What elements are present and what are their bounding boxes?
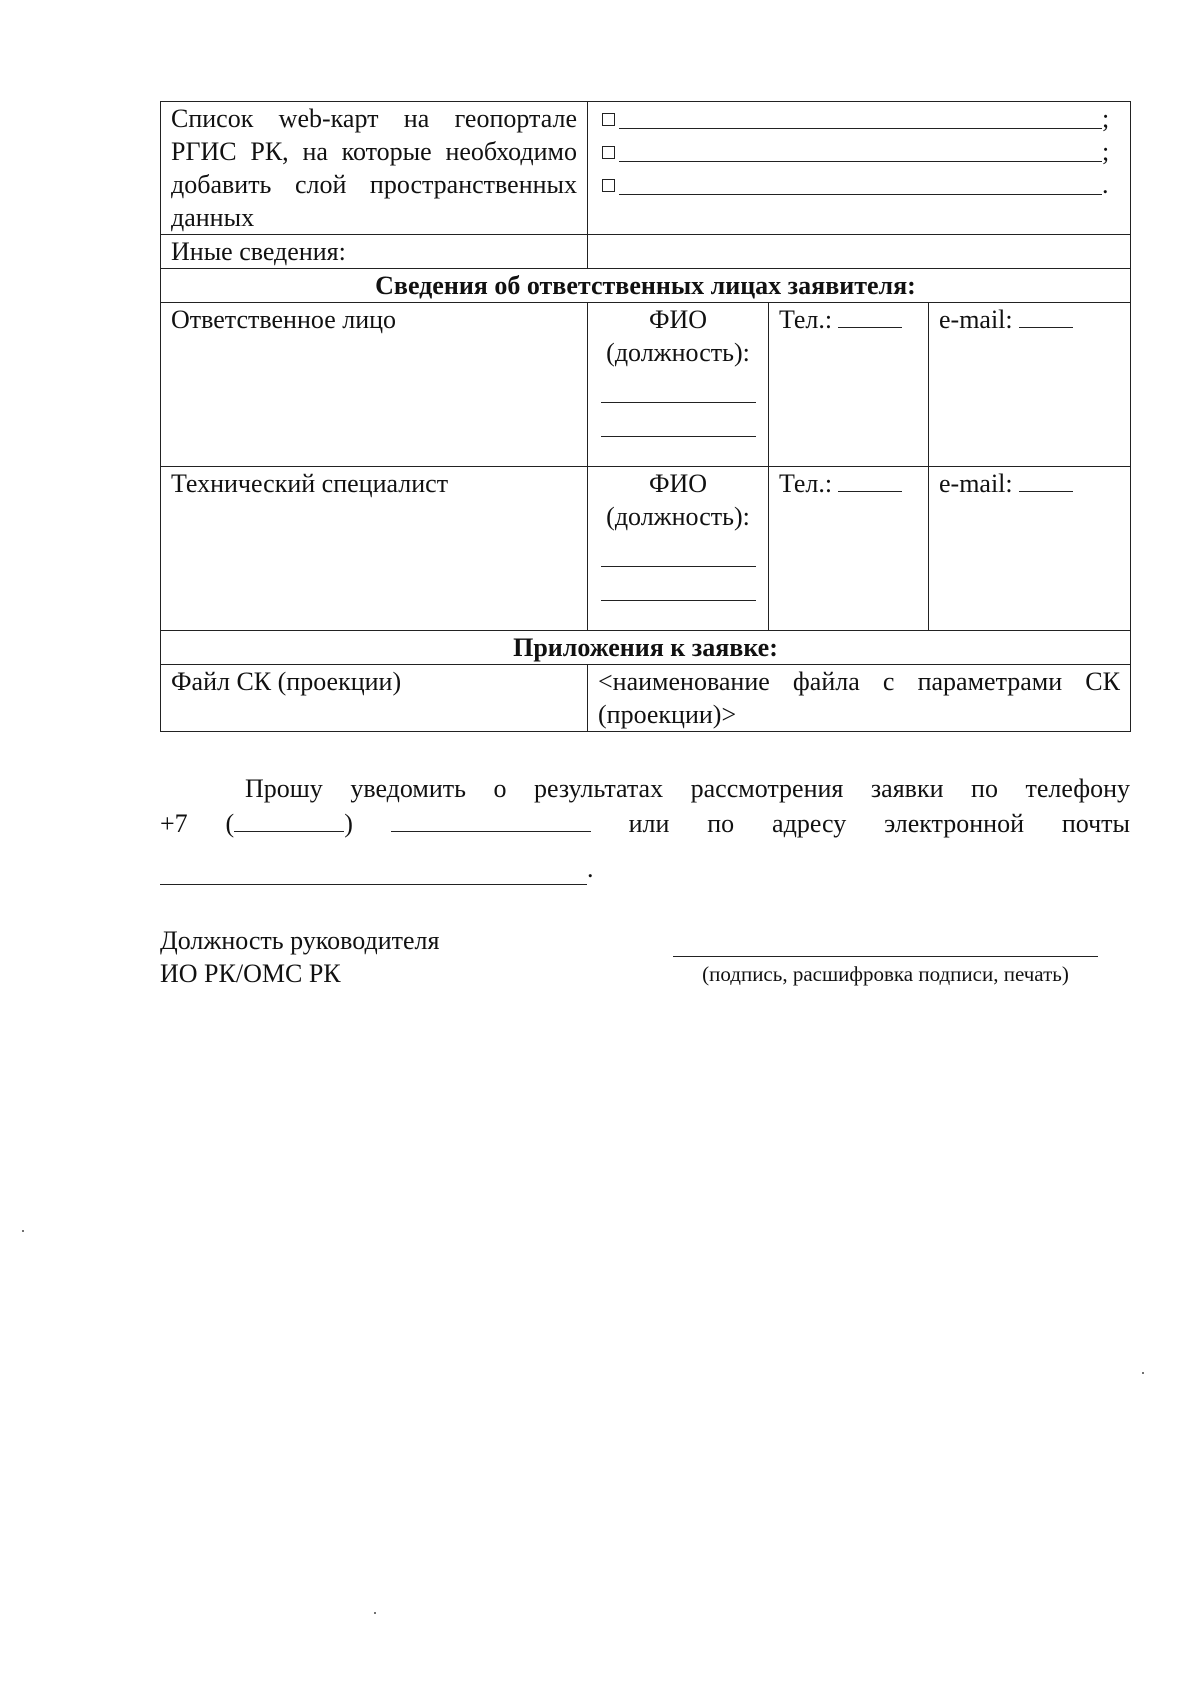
position-line[interactable] bbox=[601, 567, 756, 601]
webmap-entry-line[interactable] bbox=[619, 104, 1102, 129]
notification-request bbox=[160, 772, 1130, 885]
signature-caption: (подпись, расшифровка подписи, печать) bbox=[702, 962, 1069, 986]
other-info-value[interactable] bbox=[588, 235, 1131, 269]
tel-line[interactable] bbox=[838, 469, 902, 492]
phone-number-line[interactable] bbox=[391, 805, 591, 832]
attachment-row bbox=[161, 665, 1131, 732]
signature-block bbox=[673, 930, 1098, 987]
checkbox-icon[interactable] bbox=[602, 146, 615, 159]
webmaps-label: Список web-карт на геопортале РГИС РК, на которые необходимо добавить слой пространственных данных bbox=[161, 102, 588, 235]
attachments-section-row bbox=[161, 631, 1131, 665]
other-info-row bbox=[161, 235, 1131, 269]
checkbox-icon[interactable] bbox=[602, 179, 615, 192]
webmap-item: ; bbox=[600, 135, 1116, 168]
webmaps-row bbox=[161, 102, 1131, 235]
scan-speck bbox=[22, 1230, 24, 1232]
webmap-entry-line[interactable] bbox=[619, 170, 1102, 195]
head-position-block bbox=[160, 924, 439, 990]
fio-label: ФИО (должность): bbox=[606, 305, 750, 367]
responsible-section-row bbox=[161, 269, 1131, 303]
email-cell bbox=[929, 467, 1131, 631]
person-role: Технический специалист bbox=[161, 467, 588, 631]
webmap-item: . bbox=[600, 168, 1116, 201]
attachment-label: Файл СК (проекции) bbox=[161, 665, 588, 732]
signature-line[interactable] bbox=[673, 930, 1098, 957]
tel-line[interactable] bbox=[838, 305, 902, 328]
scan-speck bbox=[1142, 1372, 1144, 1374]
request-contacts-line bbox=[160, 805, 1130, 840]
application-form-table bbox=[160, 101, 1131, 732]
fio-line[interactable] bbox=[601, 533, 756, 567]
head-position-line2: ИО РК/ОМС РК bbox=[160, 959, 341, 988]
word-or: или bbox=[628, 809, 670, 838]
word-address: адресу bbox=[772, 809, 847, 838]
tel-label: Тел.: bbox=[779, 469, 833, 498]
position-line[interactable] bbox=[601, 403, 756, 437]
checkbox-icon[interactable] bbox=[602, 113, 615, 126]
email-line[interactable] bbox=[1019, 469, 1073, 492]
other-info-label: Иные сведения: bbox=[161, 235, 588, 269]
area-code-field: ( ) bbox=[226, 805, 353, 840]
word-mail: почты bbox=[1061, 809, 1130, 838]
responsible-person-row bbox=[161, 303, 1131, 467]
email-label: e-mail: bbox=[939, 469, 1013, 498]
email-line[interactable] bbox=[1019, 305, 1073, 328]
responsible-section-title: Сведения об ответственных лицах заявителя: bbox=[161, 269, 1131, 303]
webmap-item: ; bbox=[600, 102, 1116, 135]
head-position-line1: Должность руководителя bbox=[160, 926, 440, 955]
email-cell bbox=[929, 303, 1131, 467]
fio-line[interactable] bbox=[601, 369, 756, 403]
end-dot: . bbox=[587, 854, 594, 883]
tel-cell bbox=[769, 303, 929, 467]
phone-prefix: +7 bbox=[160, 809, 188, 838]
fio-cell bbox=[588, 303, 769, 467]
tel-cell bbox=[769, 467, 929, 631]
webmaps-list bbox=[588, 102, 1131, 235]
tel-label: Тел.: bbox=[779, 305, 833, 334]
webmap-entry-line[interactable] bbox=[619, 137, 1102, 162]
technical-specialist-row bbox=[161, 467, 1131, 631]
attachment-value: <наименование файла с параметрами СК (проекции)> bbox=[588, 665, 1131, 732]
scan-speck bbox=[374, 1612, 376, 1614]
attachments-section-title: Приложения к заявке: bbox=[161, 631, 1131, 665]
fio-cell bbox=[588, 467, 769, 631]
email-entry-line bbox=[160, 852, 1130, 885]
area-code-line[interactable] bbox=[234, 805, 344, 832]
email-label: e-mail: bbox=[939, 305, 1013, 334]
word-electronic: электронной bbox=[884, 809, 1024, 838]
person-role: Ответственное лицо bbox=[161, 303, 588, 467]
word-by: по bbox=[707, 809, 735, 838]
request-text: Прошу уведомить о результатах рассмотрения заявки по телефону bbox=[245, 774, 1130, 803]
fio-label: ФИО (должность): bbox=[606, 469, 750, 531]
email-address-line[interactable] bbox=[160, 864, 587, 885]
